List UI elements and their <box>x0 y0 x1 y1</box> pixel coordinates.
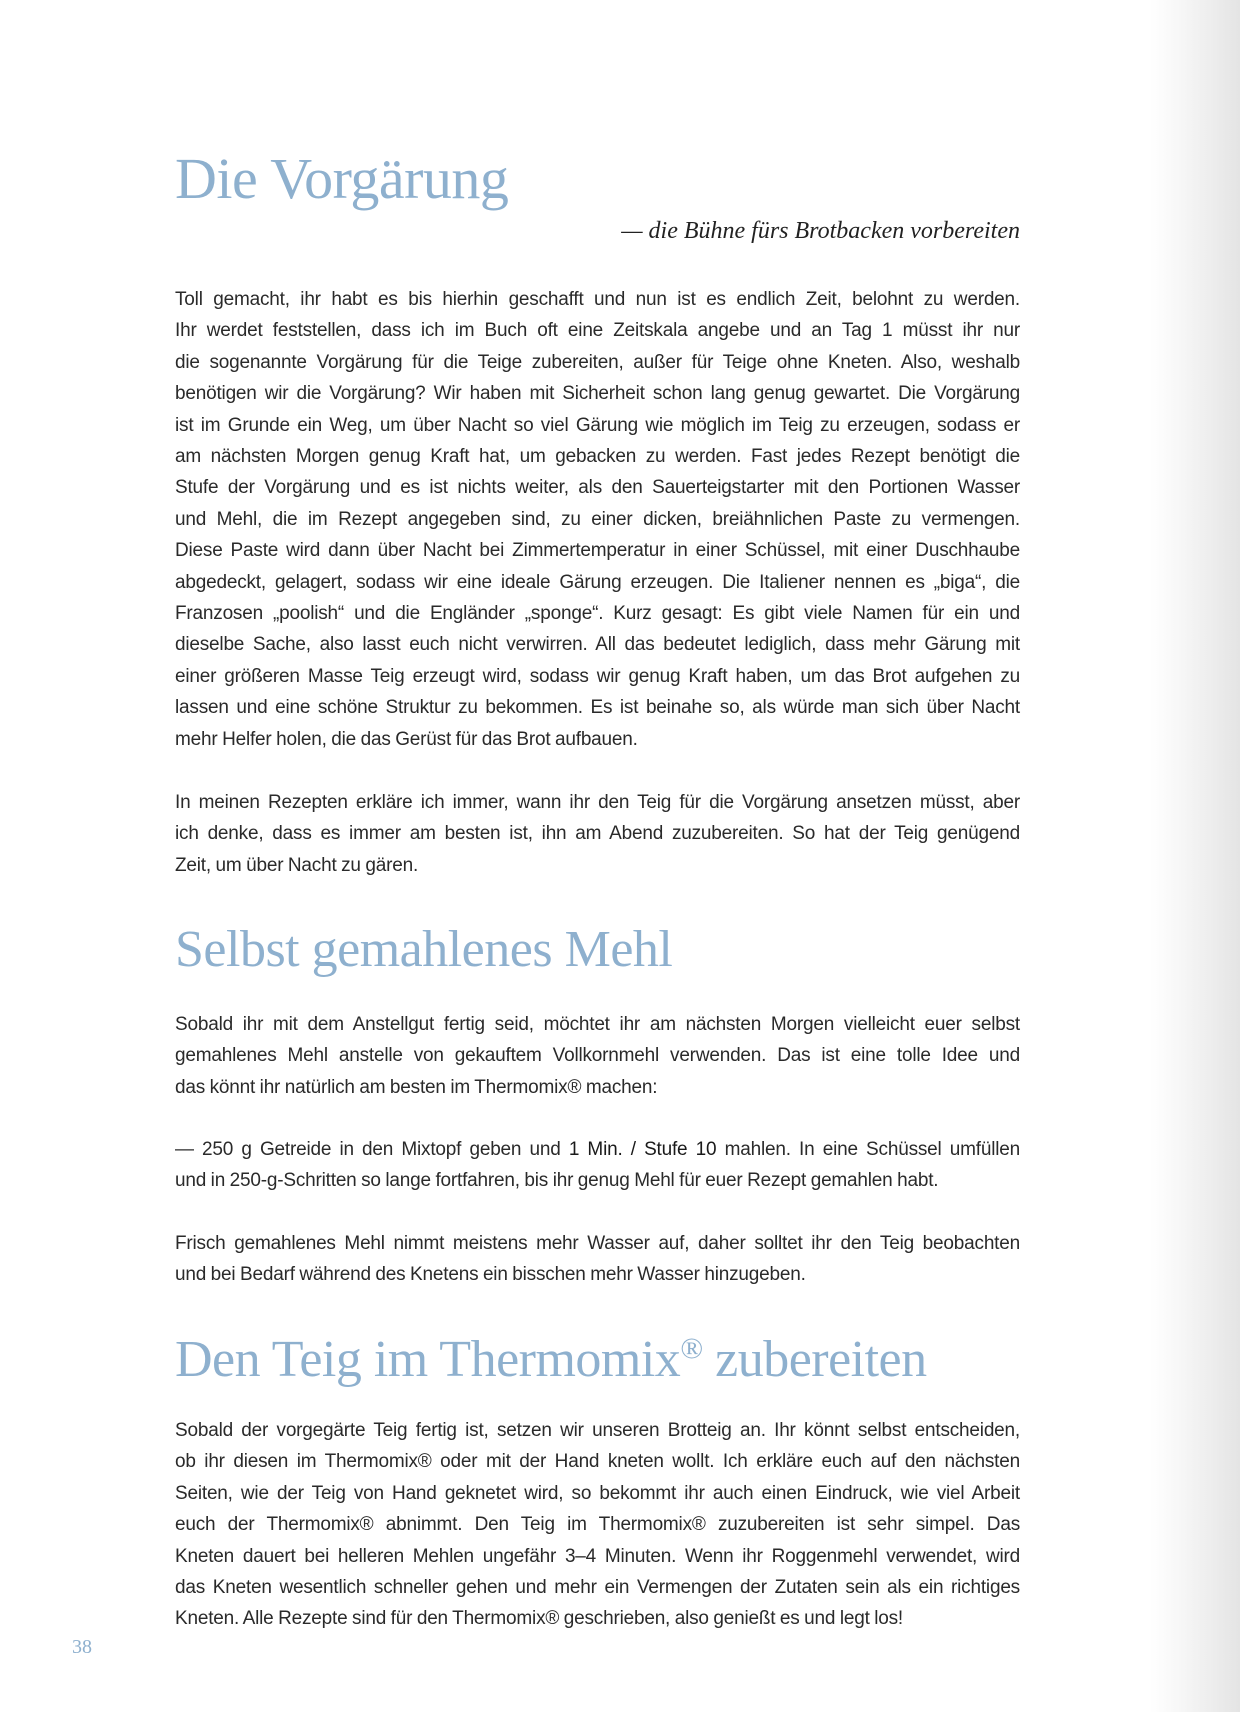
text-line: Toll gemacht, ihr habt es bis hierhin geschafft und nun ist es endlich Zeit, belohnt zu werden. <box>175 289 1020 310</box>
text-line: Stufe der Vorgärung und es ist nichts weiter, als den Sauerteigstarter mit den Portionen Wasser <box>175 477 1020 499</box>
text-line: Frisch gemahlenes Mehl nimmt meistens mehr Wasser auf, daher solltet ihr den Teig beobachten <box>175 1233 1020 1254</box>
text-line: ich denke, dass es immer am besten ist, ihn am Abend zuzubereiten. So hat der Teig genügend <box>175 823 1020 845</box>
text-line: und Mehl, die im Rezept angegeben sind, zu einer dicken, breiähnlichen Paste zu vermengen. <box>175 508 1020 530</box>
subtitle: — die Bühne fürs Brotbacken vorbereiten <box>621 218 1020 244</box>
step-prefix: — 250 g Getreide in den Mixtopf geben und <box>175 1139 569 1160</box>
text-line: Sobald der vorgegärte Teig fertig ist, setzen wir unseren Brotteig an. Ihr könnt selbst entscheiden, <box>175 1420 1020 1441</box>
text-line: am nächsten Morgen genug Kraft hat, um gebacken zu werden. Fast jedes Rezept benötigt die <box>175 446 1020 468</box>
registered-mark: ® <box>680 1332 703 1365</box>
text-line: ob ihr diesen im Thermomix® oder mit der Hand kneten wollt. Ich erkläre euch auf den nächsten <box>175 1451 1020 1473</box>
heading-vorgaerung: Die Vorgärung <box>175 146 509 211</box>
text-line: Zeit, um über Nacht zu gären. <box>175 854 419 876</box>
heading-selbst-gemahlenes-mehl: Selbst gemahlenes Mehl <box>175 921 673 978</box>
heading-thermomix-after: zubereiten <box>702 1331 927 1388</box>
page-number: 38 <box>72 1636 92 1658</box>
text-line: In meinen Rezepten erkläre ich immer, wann ihr den Teig für die Vorgärung ansetzen müsst, aber <box>175 792 1020 813</box>
text-line: benötigen wir die Vorgärung? Wir haben mit Sicherheit schon lang genug gewartet. Die Vorgärung <box>175 383 1020 405</box>
paragraph-thermomix <box>175 1415 1020 1635</box>
paragraph-mehl-intro <box>175 1009 1020 1103</box>
heading-thermomix-block <box>175 1331 1020 1388</box>
text-line: Ihr werdet feststellen, dass ich im Buch oft eine Zeitskala angebe und an Tag 1 müsst ihr nur <box>175 320 1020 342</box>
text-line: Diese Paste wird dann über Nacht bei Zimmertemperatur in einer Schüssel, mit einer Duschhaube <box>175 540 1020 562</box>
step-suffix: mahlen. In eine Schüssel umfüllen <box>716 1139 1020 1160</box>
text-line: die sogenannte Vorgärung für die Teige zubereiten, außer für Teige ohne Kneten. Also, weshalb <box>175 351 1020 373</box>
step-grinding <box>175 1134 1020 1197</box>
text-line: Kneten. Alle Rezepte sind für den Thermomix® geschrieben, also genießt es und legt los! <box>175 1608 904 1630</box>
heading-teig-im-thermomix <box>175 1331 1020 1388</box>
paragraph-vorgaerung-intro <box>175 284 1020 755</box>
text-line: lassen und eine schöne Struktur zu bekommen. Es ist beinahe so, als würde man sich über Nacht <box>175 697 1020 719</box>
text-line: abgedeckt, gelagert, sodass wir eine ideale Gärung erzeugen. Die Italiener nennen es „biga“, die <box>175 571 1020 593</box>
text-line: Sobald ihr mit dem Anstellgut fertig seid, möchtet ihr am nächsten Morgen vielleicht euer selbst <box>175 1014 1020 1035</box>
text-line: Kneten dauert bei helleren Mehlen ungefähr 3–4 Minuten. Wenn ihr Roggenmehl verwendet, wird <box>175 1545 1020 1567</box>
text-line: mehr Helfer holen, die das Gerüst für das Brot aufbauen. <box>175 728 638 750</box>
text-line: das Kneten wesentlich schneller gehen und mehr ein Vermengen der Zutaten sein als ein richtiges <box>175 1577 1020 1599</box>
subtitle-block <box>175 218 1020 245</box>
text-line: und in 250-g-Schritten so lange fortfahren, bis ihr genug Mehl für euer Rezept gemahlen habt. <box>175 1170 939 1192</box>
text-line: Seiten, wie der Teig von Hand geknetet wird, so bekommt ihr auch einen Eindruck, wie viel Arbeit <box>175 1482 1020 1504</box>
text-line: Franzosen „poolish“ und die Engländer „sponge“. Kurz gesagt: Es gibt viele Namen für ein und <box>175 603 1020 625</box>
heading-thermomix-before: Den Teig im Thermomix <box>175 1331 681 1388</box>
text-line: einer größeren Masse Teig erzeugt wird, sodass wir genug Kraft haben, um das Brot aufgehen zu <box>175 665 1020 687</box>
step-line <box>175 1134 1020 1165</box>
step-setting: 1 Min. / Stufe 10 <box>568 1139 717 1160</box>
text-line: und bei Bedarf während des Knetens ein bisschen mehr Wasser hinzugeben. <box>175 1264 806 1286</box>
text-line: das könnt ihr natürlich am besten im Thermomix® machen: <box>175 1076 658 1098</box>
text-line: euch der Thermomix® abnimmt. Den Teig im Thermomix® zuzubereiten ist sehr simpel. Das <box>175 1514 1020 1536</box>
heading-vorgaerung-block <box>175 146 1020 211</box>
paragraph-mehl-wasser <box>175 1228 1020 1291</box>
text-line: dieselbe Sache, also lasst euch nicht verwirren. All das bedeutet lediglich, dass mehr Gärung mit <box>175 634 1020 656</box>
paragraph-vorgaerung-timing <box>175 787 1020 881</box>
heading-mehl-block <box>175 921 1020 978</box>
text-line: ist im Grunde ein Weg, um über Nacht so viel Gärung wie möglich im Teig zu erzeugen, sodass er <box>175 414 1020 436</box>
text-line: gemahlenes Mehl anstelle von gekauftem Vollkornmehl verwenden. Das ist eine tolle Idee und <box>175 1045 1020 1067</box>
